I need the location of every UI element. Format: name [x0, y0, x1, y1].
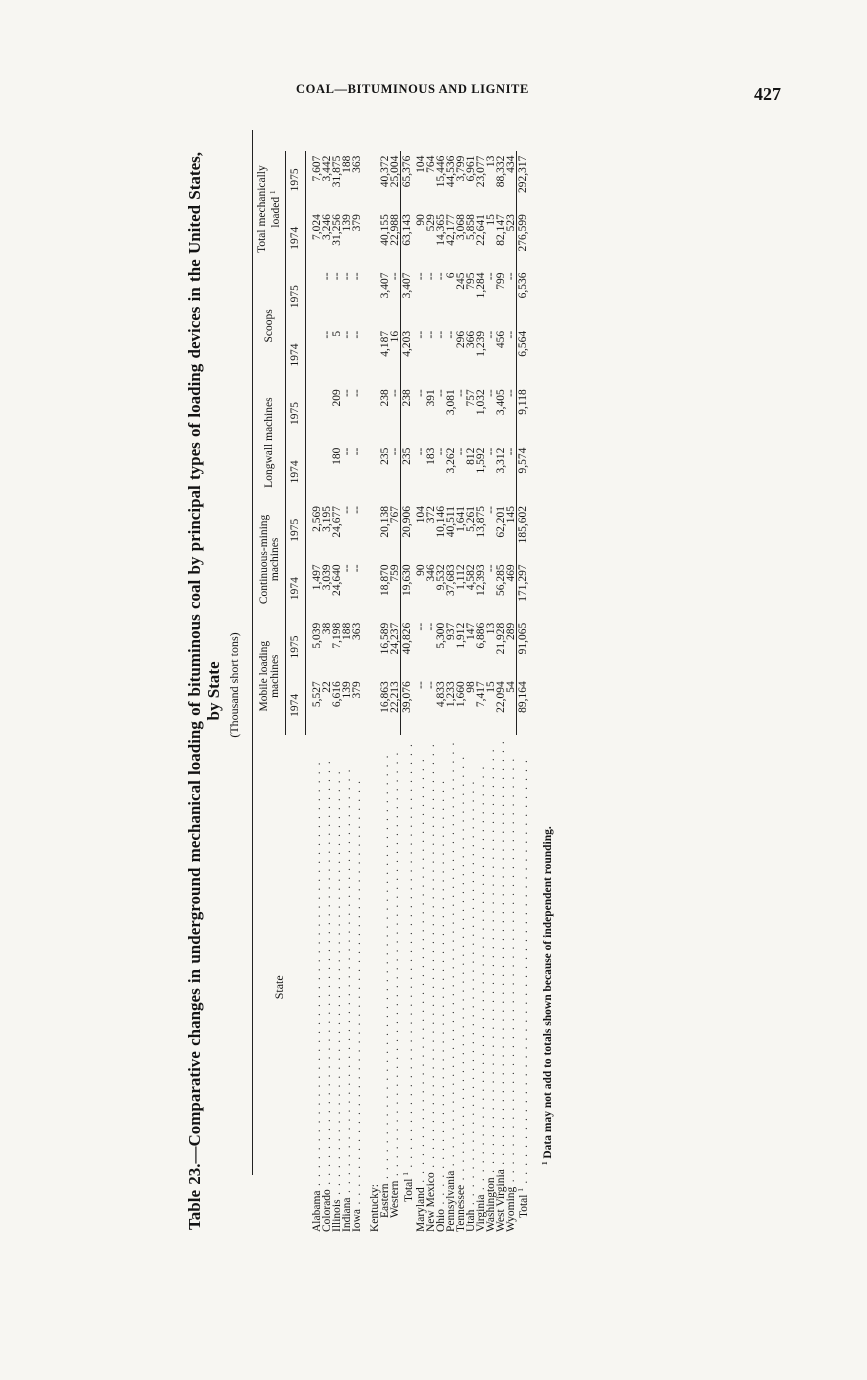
- value-cell: --: [351, 564, 363, 573]
- value-cell: --: [504, 389, 517, 397]
- value-cell: --: [484, 389, 497, 397]
- value-cell: 147: [464, 622, 477, 641]
- value-cell: 1,497: [311, 564, 323, 591]
- value-cell: 31,875: [331, 155, 343, 188]
- column-year-header: 1975: [286, 267, 306, 325]
- table-row: [506, 151, 517, 1240]
- leader-dots: . . . . . . . . . . . . . . . . . . . . . . . . . . . . . . . . . . . . . . . . . . . . . . . .: [464, 780, 477, 1210]
- state-label: Illinois: [331, 1199, 343, 1232]
- column-year-header: 1975: [286, 501, 306, 559]
- value-cell: 391: [424, 389, 437, 407]
- value-cell: --: [414, 330, 427, 339]
- value-cell: [306, 443, 323, 501]
- state-label: Maryland: [414, 1187, 427, 1232]
- value-cell: 767: [389, 506, 401, 524]
- value-cell: 24,677: [331, 506, 343, 538]
- value-cell: --: [504, 272, 517, 281]
- table-row: [390, 151, 401, 1240]
- value-cell: --: [321, 330, 333, 339]
- value-cell: --: [351, 506, 363, 514]
- value-cell: 88,332: [494, 155, 507, 188]
- rotated-table-block: [185, 130, 645, 1240]
- value-cell: --: [454, 447, 467, 456]
- value-cell: 6,616: [331, 681, 343, 708]
- value-cell: 31,256: [331, 214, 343, 246]
- value-cell: 1,239: [474, 330, 487, 357]
- column-group-label: Continuous-mining machines: [257, 514, 281, 605]
- value-cell: 40,372: [379, 155, 391, 188]
- value-cell: 9,574: [516, 443, 531, 501]
- value-cell: --: [424, 681, 437, 689]
- value-cell: 757: [464, 389, 477, 407]
- value-cell: 90: [414, 564, 427, 576]
- value-cell: --: [484, 564, 497, 573]
- column-year-header: 1975: [286, 151, 306, 209]
- value-cell: 56,285: [494, 564, 507, 597]
- value-cell: 3,407: [379, 272, 391, 299]
- leader-dots: . . . . . . . . . . . . . . . . . . . . . . . . . . . . . . . . . . . . . . . . . . . . . . . .: [389, 750, 402, 1181]
- value-cell: 65,376: [401, 151, 416, 209]
- column-group-header: [253, 501, 286, 618]
- value-cell: 14,365: [434, 214, 447, 246]
- value-cell: 183: [424, 447, 437, 465]
- value-cell: --: [424, 330, 437, 339]
- value-cell: --: [341, 447, 353, 456]
- state-label: Indiana: [341, 1197, 353, 1232]
- value-cell: --: [424, 272, 437, 281]
- value-cell: 5: [331, 330, 343, 337]
- value-cell: 456: [494, 330, 507, 349]
- value-cell: 1,284: [474, 272, 487, 299]
- value-cell: 7,417: [474, 681, 487, 708]
- value-cell: 15: [484, 214, 497, 226]
- leader-dots: . . . . . . . . . . . . . . . . . . . . . . . . . . . . . . . . . . . . . . . . . . . . . . . .: [494, 739, 507, 1170]
- column-group-label: Scoops: [263, 309, 275, 343]
- value-cell: 18,870: [379, 564, 391, 597]
- value-cell: 238: [379, 389, 391, 407]
- value-cell: 1,592: [474, 447, 487, 474]
- value-cell: 188: [341, 622, 353, 641]
- state-label: Washington: [484, 1177, 497, 1232]
- value-cell: 6,564: [516, 326, 531, 384]
- running-head: COAL—BITUMINOUS AND LIGNITE: [296, 82, 529, 96]
- value-cell: 363: [351, 622, 363, 641]
- value-cell: 469: [504, 564, 517, 582]
- state-label: Kentucky:: [369, 1184, 381, 1232]
- value-cell: 1,660: [454, 681, 467, 708]
- column-year-header: 1975: [286, 384, 306, 442]
- value-cell: 171,297: [516, 559, 531, 617]
- value-cell: 3,405: [494, 389, 507, 416]
- column-header-state: State: [271, 975, 286, 1000]
- value-cell: 104: [414, 506, 427, 524]
- state-label: Alabama: [310, 1190, 323, 1232]
- value-cell: 98: [464, 681, 477, 693]
- leader-dots: . . . . . . . . . . . . . . . . . . . . . . . . . . . . . . . . . . . . . . . . . . . . . . . .: [444, 741, 457, 1171]
- value-cell: 16,863: [379, 681, 391, 713]
- value-cell: 5,300: [434, 622, 447, 649]
- value-cell: 3,312: [494, 447, 507, 474]
- column-year-header: 1974: [286, 559, 306, 617]
- value-cell: --: [434, 447, 447, 456]
- state-name-cell: [506, 735, 517, 1240]
- table-row: [306, 151, 323, 1240]
- value-cell: 434: [504, 155, 517, 173]
- state-label: Total: [402, 1178, 415, 1202]
- value-cell: --: [424, 622, 437, 631]
- column-group-header: [253, 151, 286, 268]
- value-cell: 209: [331, 389, 343, 407]
- column-year-header: 1974: [286, 326, 306, 384]
- value-cell: 4,833: [434, 681, 447, 708]
- value-cell: 25,004: [389, 155, 401, 188]
- value-cell: 245: [454, 272, 467, 290]
- column-group-header: [253, 618, 286, 735]
- leader-dots: . . . . . . . . . . . . . . . . . . . . . . . . . . . . . . . . . . . . . . . . . . . . . . . .: [434, 779, 447, 1209]
- value-cell: 9,118: [516, 384, 531, 442]
- value-cell: 9,532: [434, 564, 447, 591]
- value-cell: 379: [351, 681, 363, 699]
- value-cell: --: [414, 622, 427, 631]
- value-cell: --: [414, 681, 427, 689]
- value-cell: 39,076: [401, 676, 416, 734]
- value-cell: 4,203: [401, 326, 416, 384]
- state-label: Utah: [464, 1209, 477, 1232]
- value-cell: 235: [401, 443, 416, 501]
- state-name-cell: [306, 735, 323, 1240]
- value-cell: 139: [341, 681, 353, 699]
- column-year-header: 1974: [286, 676, 306, 734]
- value-cell: 1,112: [454, 564, 467, 590]
- value-cell: 139: [341, 214, 353, 232]
- value-cell: 5,261: [464, 506, 477, 532]
- column-group-header: [253, 384, 286, 501]
- value-cell: 5,039: [311, 622, 323, 649]
- leader-dots: . . . . . . . . . . . . . . . . . . . . . . . . . . . . . . . . . . . . . . . . . . . . . . . .: [518, 758, 530, 1189]
- value-cell: --: [341, 389, 353, 397]
- value-cell: 24,237: [389, 622, 401, 655]
- value-cell: --: [331, 272, 343, 281]
- value-cell: 3,246: [321, 214, 333, 240]
- value-cell: 22,213: [389, 681, 401, 713]
- state-label: West Virginia: [494, 1169, 507, 1232]
- value-cell: 42,177: [444, 214, 457, 246]
- state-name-cell: [516, 735, 531, 1240]
- value-cell: 1,233: [444, 681, 457, 708]
- state-name-cell: [390, 735, 401, 1240]
- state-name-cell: [352, 735, 362, 1240]
- value-cell: 379: [351, 214, 363, 232]
- value-cell: 795: [464, 272, 477, 290]
- value-cell: --: [321, 272, 333, 281]
- value-cell: 23,077: [474, 155, 487, 188]
- value-cell: 5,858: [464, 214, 477, 240]
- value-cell: 16,589: [379, 622, 391, 655]
- column-group-label: Total mechanically loaded: [256, 165, 282, 253]
- leader-dots: . . . . . . . . . . . . . . . . . . . . . . . . . . . . . . . . . . . . . . . . . . . . . . . .: [310, 760, 323, 1191]
- value-cell: 180: [331, 447, 343, 465]
- value-cell: 22,988: [389, 214, 401, 246]
- value-cell: 12,393: [474, 564, 487, 597]
- value-cell: 44,536: [444, 155, 457, 188]
- value-cell: 82,147: [494, 214, 507, 246]
- column-year-header: 1975: [286, 618, 306, 676]
- value-cell: 346: [424, 564, 437, 582]
- leader-dots: . . . . . . . . . . . . . . . . . . . . . . . . . . . . . . . . . . . . . . . . . . . . . . . .: [402, 742, 415, 1173]
- value-cell: 7,607: [311, 155, 323, 182]
- value-cell: 759: [389, 564, 401, 582]
- state-label: Colorado: [321, 1189, 333, 1232]
- value-cell: 3,799: [454, 155, 467, 182]
- value-cell: 235: [379, 447, 391, 465]
- leader-dots: . . . . . . . . . . . . . . . . . . . . . . . . . . . . . . . . . . . . . . . . . . . . . . . .: [321, 759, 333, 1190]
- value-cell: 812: [464, 447, 477, 465]
- value-cell: --: [414, 447, 427, 456]
- value-cell: 38: [321, 622, 333, 635]
- value-cell: --: [444, 330, 457, 339]
- value-cell: 3,039: [321, 564, 333, 591]
- value-cell: 19,630: [401, 559, 416, 617]
- value-cell: --: [351, 330, 363, 339]
- value-cell: 937: [444, 622, 457, 641]
- value-cell: --: [341, 564, 353, 573]
- footnote-text: Data may not add to totals shown because of independent rounding.: [542, 826, 554, 1159]
- value-cell: 13: [484, 622, 497, 635]
- value-cell: 3,195: [321, 506, 333, 532]
- value-cell: 7,024: [311, 214, 323, 240]
- value-cell: 1,912: [454, 622, 467, 649]
- table-row: [516, 151, 531, 1240]
- value-cell: --: [454, 389, 467, 397]
- value-cell: 523: [504, 214, 517, 232]
- table-row: [401, 151, 416, 1240]
- value-cell: 1,641: [454, 506, 467, 532]
- value-cell: 22,094: [494, 681, 507, 713]
- state-label: Eastern: [379, 1183, 391, 1218]
- value-cell: 21,928: [494, 622, 507, 655]
- value-cell: 764: [424, 155, 437, 173]
- value-cell: 10,146: [434, 506, 447, 538]
- leader-dots: . . . . . . . . . . . . . . . . . . . . . . . . . . . . . . . . . . . . . . . . . . . . . . . .: [331, 769, 343, 1200]
- value-cell: 185,602: [516, 501, 531, 559]
- value-cell: 4,582: [464, 564, 477, 591]
- value-cell: --: [434, 272, 447, 281]
- value-cell: --: [434, 389, 447, 397]
- value-cell: 289: [504, 622, 517, 641]
- value-cell: 4,187: [379, 330, 391, 357]
- value-cell: [306, 267, 323, 325]
- value-cell: 63,143: [401, 209, 416, 267]
- value-cell: 188: [341, 155, 353, 173]
- state-name-cell: [401, 735, 416, 1240]
- footnote-ref: 1: [269, 190, 277, 195]
- state-label: Western: [389, 1180, 402, 1218]
- column-year-header: 1974: [286, 443, 306, 501]
- value-cell: 6: [444, 272, 457, 279]
- value-cell: 24,640: [331, 564, 343, 597]
- value-cell: 292,317: [516, 151, 531, 209]
- value-cell: 372: [424, 506, 437, 524]
- column-year-header: 1974: [286, 209, 306, 267]
- state-label: New Mexico: [424, 1172, 437, 1232]
- state-label: Wyoming: [504, 1186, 517, 1232]
- value-cell: 6,961: [464, 155, 477, 182]
- value-cell: --: [389, 447, 401, 456]
- value-cell: 22: [321, 681, 333, 693]
- state-label: Virginia: [474, 1194, 487, 1232]
- leader-dots: . . . . . . . . . . . . . . . . . . . . . . . . . . . . . . . . . . . . . . . . . . . . . . . .: [341, 767, 353, 1198]
- table-row: [352, 151, 362, 1240]
- value-cell: --: [504, 330, 517, 339]
- value-cell: --: [389, 272, 401, 281]
- value-cell: 145: [504, 506, 517, 524]
- value-cell: 13: [484, 155, 497, 168]
- value-cell: 62,201: [494, 506, 507, 538]
- value-cell: 2,569: [311, 506, 323, 532]
- value-cell: 799: [494, 272, 507, 290]
- value-cell: 5,527: [311, 681, 323, 708]
- value-cell: --: [389, 389, 401, 397]
- value-cell: 3,262: [444, 447, 457, 474]
- leader-dots: . . . . . . . . . . . . . . . . . . . . . . . . . . . . . . . . . . . . . . . . . . . . . . . .: [379, 753, 391, 1184]
- value-cell: --: [414, 272, 427, 281]
- value-cell: 6,886: [474, 622, 487, 649]
- value-cell: --: [414, 389, 427, 397]
- value-cell: 20,906: [401, 501, 416, 559]
- column-group-header: [253, 267, 286, 384]
- value-cell: --: [504, 447, 517, 456]
- value-cell: 363: [351, 155, 363, 173]
- value-cell: 13,875: [474, 506, 487, 538]
- value-cell: 37,683: [444, 564, 457, 597]
- value-cell: 3,068: [454, 214, 467, 240]
- value-cell: --: [484, 272, 497, 281]
- value-cell: 3,081: [444, 389, 457, 416]
- table-title: Table 23.—Comparative changes in underground mechanical loading of bituminous coal by principal types of loading devices in the United States, by State: [185, 152, 223, 1230]
- leader-dots: . . . . . . . . . . . . . . . . . . . . . . . . . . . . . . . . . . . . . . . . . . . . . . . .: [484, 747, 497, 1178]
- value-cell: 16: [389, 330, 401, 343]
- value-cell: 15: [484, 681, 497, 693]
- value-cell: --: [484, 506, 497, 514]
- state-label: Tennessee: [454, 1184, 467, 1232]
- value-cell: 90: [414, 214, 427, 226]
- value-cell: 40,155: [379, 214, 391, 246]
- value-cell: 104: [414, 155, 427, 173]
- state-label: Ohio: [434, 1209, 447, 1232]
- value-cell: 7,198: [331, 622, 343, 649]
- value-cell: [306, 384, 323, 442]
- table-subtitle: (Thousand short tons): [227, 632, 241, 738]
- state-label: Iowa: [351, 1209, 363, 1232]
- value-cell: --: [484, 447, 497, 456]
- column-group-label: Longwall machines: [263, 397, 275, 488]
- value-cell: 3,407: [401, 267, 416, 325]
- leader-dots: . . . . . . . . . . . . . . . . . . . . . . . . . . . . . . . . . . . . . . . . . . . . . . . .: [424, 742, 437, 1173]
- page-number: 427: [754, 84, 781, 104]
- value-cell: --: [351, 389, 363, 397]
- value-cell: 276,599: [516, 209, 531, 267]
- value-cell: 366: [464, 330, 477, 349]
- leader-dots: . . . . . . . . . . . . . . . . . . . . . . . . . . . . . . . . . . . . . . . . . . . . . . . .: [351, 779, 363, 1209]
- value-cell: 54: [504, 681, 517, 693]
- leader-dots: . . . . . . . . . . . . . . . . . . . . . . . . . . . . . . . . . . . . . . . . . . . . . . . .: [414, 757, 427, 1188]
- value-cell: 15,446: [434, 155, 447, 188]
- value-cell: 89,164: [516, 676, 531, 734]
- leader-dots: . . . . . . . . . . . . . . . . . . . . . . . . . . . . . . . . . . . . . . . . . . . . . . . .: [454, 755, 467, 1185]
- value-cell: 529: [424, 214, 437, 232]
- leader-dots: . . . . . . . . . . . . . . . . . . . . . . . . . . . . . . . . . . . . . . . . . . . . . . . .: [504, 757, 517, 1187]
- value-cell: 296: [454, 330, 467, 349]
- value-cell: --: [341, 330, 353, 339]
- value-cell: --: [434, 330, 447, 339]
- state-label: Total: [518, 1194, 530, 1218]
- value-cell: 3,442: [321, 155, 333, 182]
- value-cell: 91,065: [516, 618, 531, 676]
- footnote-mark: 1: [541, 1161, 549, 1165]
- value-cell: 1,032: [474, 389, 487, 416]
- table-footnote: [541, 130, 554, 1165]
- value-cell: 20,138: [379, 506, 391, 538]
- value-cell: 22,641: [474, 214, 487, 246]
- column-group-label: Mobile loading machines: [257, 640, 281, 712]
- value-cell: [306, 326, 323, 384]
- value-cell: 6,536: [516, 267, 531, 325]
- value-cell: --: [351, 447, 363, 456]
- loading-devices-table: [253, 151, 531, 1240]
- footnote-ref: 1: [401, 1172, 410, 1176]
- footnote-ref: 1: [517, 1188, 525, 1192]
- value-cell: --: [341, 272, 353, 281]
- value-cell: 40,826: [401, 618, 416, 676]
- leader-dots: . . . . . . . . . . . . . . . . . . . . . . . . . . . . . . . . . . . . . . . . . . . . . . . .: [474, 764, 487, 1195]
- value-cell: --: [341, 506, 353, 514]
- value-cell: --: [351, 272, 363, 281]
- value-cell: 40,511: [444, 506, 457, 538]
- value-cell: --: [484, 330, 497, 339]
- state-label: Pennsylvania: [444, 1170, 457, 1232]
- value-cell: 238: [401, 384, 416, 442]
